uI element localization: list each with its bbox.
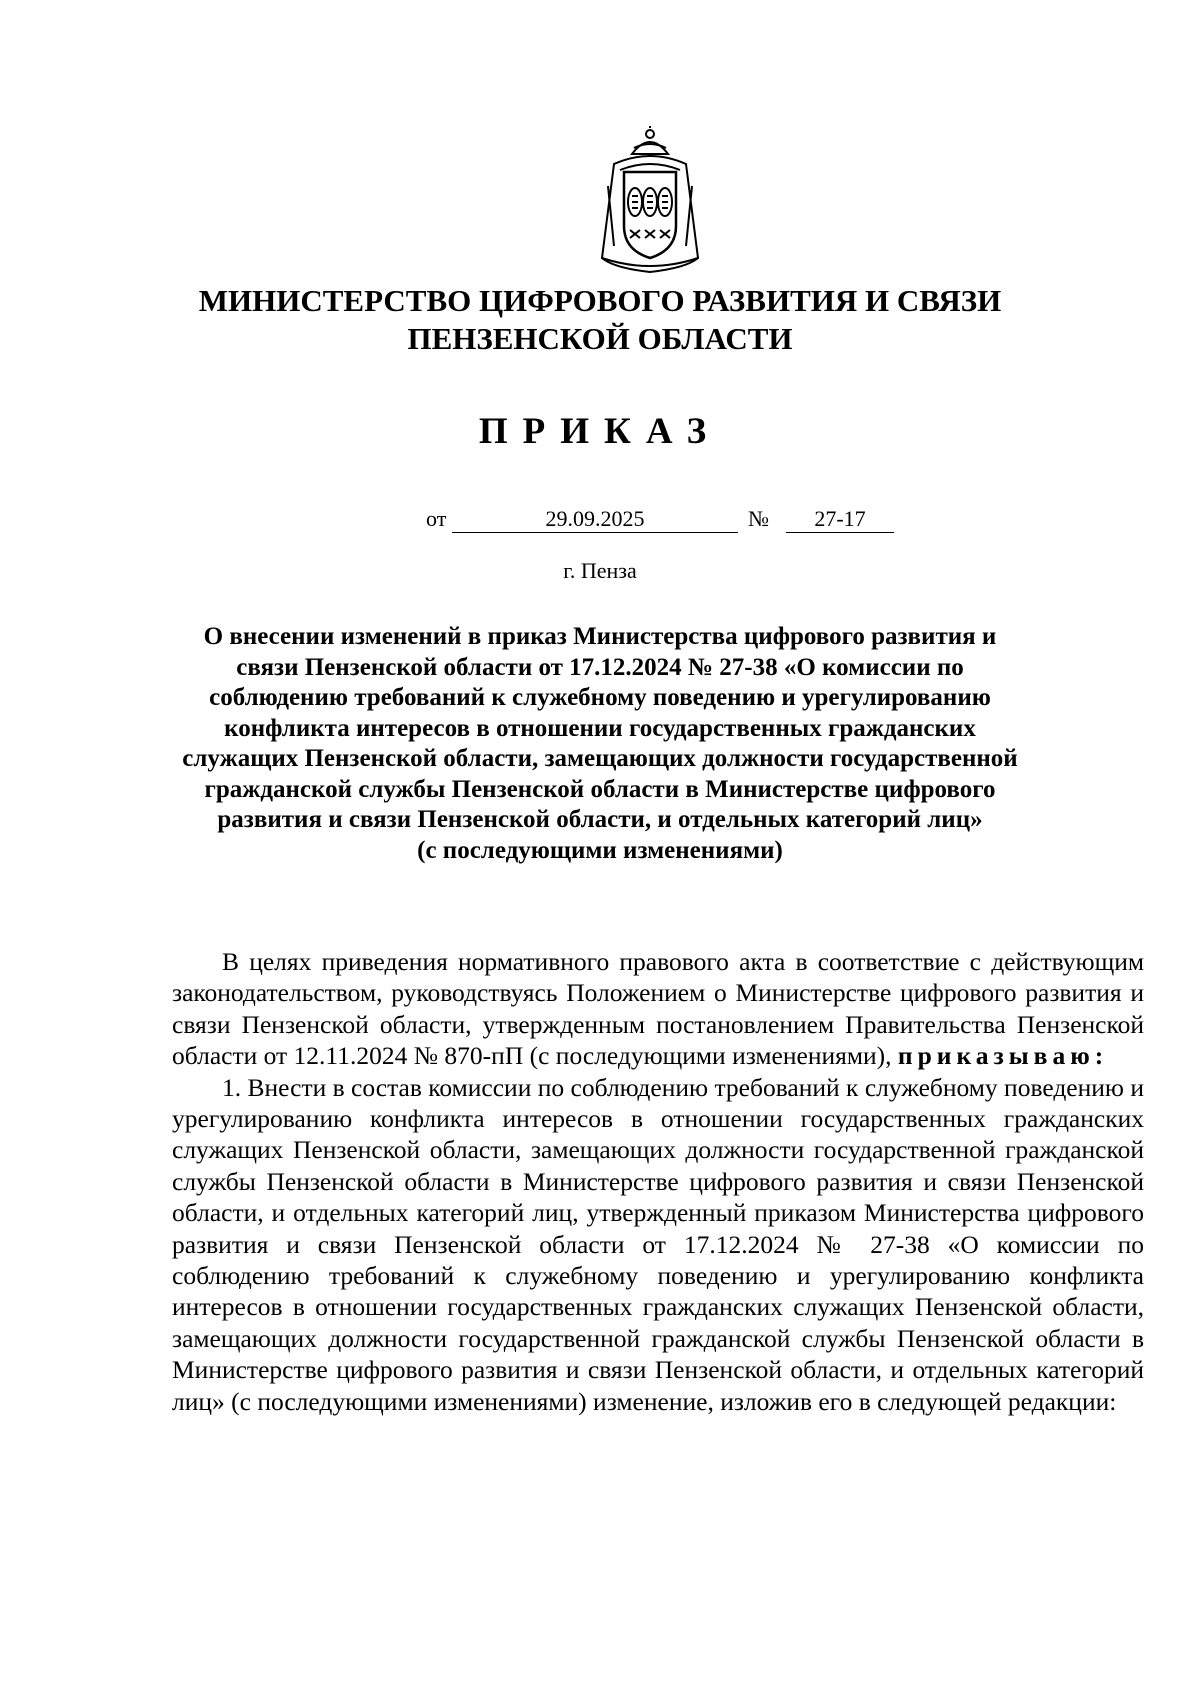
- number-sign: №: [748, 506, 769, 531]
- date-prefix: от: [426, 506, 447, 531]
- subject-line: развития и связи Пензенской области, и отдельных категорий лиц»: [217, 806, 983, 833]
- subject-line: (с последующими изменениями): [417, 836, 783, 864]
- ministry-name: [0, 282, 1200, 358]
- subject-line: связи Пензенской области от 17.12.2024 № 27-38 «О комиссии по: [236, 653, 964, 681]
- subject-line: служащих Пензенской области, замещающих должности государственной: [182, 745, 1018, 772]
- subject-line: соблюдению требований к служебному поведению и урегулированию: [209, 684, 991, 711]
- order-date: 29.09.2025: [452, 506, 738, 533]
- clause-1-paragraph: 1. Внести в состав комиссии по соблюдению требований к служебному поведению и урегулированию конфликта интересов в отношении государственных гражданских служащих Пензенской области, замещающих должности государственной гражданской службы Пензенской области в Министерстве цифрового развития и связи Пензенской области, и отдельных категорий лиц, утвержденный приказом Министерства цифрового развития и связи Пензенской области от 17.12.2024 № 27-38 «О комиссии по соблюдению требований к служебному поведению и урегулированию конфликта интересов в отношении государственных гражданских служащих Пензенской области, замещающих должности государственной гражданской службы Пензенской области в Министерстве цифрового развития и связи Пензенской области, и отдельных категорий лиц» (с последующими изменениями) изменение, изложив его в следующей редакции:: [172, 1072, 1144, 1416]
- coat-of-arms-icon: [594, 126, 706, 274]
- preamble-text: В целях приведения нормативного правового акта в соответствие с действующим законодательством, руководствуясь Положением о Министерстве цифрового развития и связи Пензенской области, утвержденным постановлением Правительства Пензенской области от 12.11.2024 № 870-пП (с последующими изменениями),: [172, 947, 1144, 1071]
- city: г. Пенза: [563, 558, 637, 583]
- ministry-name-line1: МИНИСТЕРСТВО ЦИФРОВОГО РАЗВИТИЯ И СВЯЗИ: [198, 283, 1002, 318]
- order-number: 27-17: [786, 506, 894, 533]
- preamble-paragraph: [172, 946, 1144, 1072]
- subject-line: гражданской службы Пензенской области в Министерстве цифрового: [204, 775, 996, 803]
- subject-line: конфликта интересов в отношении государственных гражданских: [224, 714, 976, 742]
- document-type-title: ПРИКАЗ: [478, 411, 722, 452]
- command-word: приказываю:: [897, 1041, 1109, 1071]
- ministry-name-line2: ПЕНЗЕНСКОЙ ОБЛАСТИ: [407, 321, 793, 356]
- document-body: [172, 946, 1144, 1417]
- order-subject: [172, 622, 1028, 866]
- subject-line: О внесении изменений в приказ Министерства цифрового развития и: [203, 623, 997, 650]
